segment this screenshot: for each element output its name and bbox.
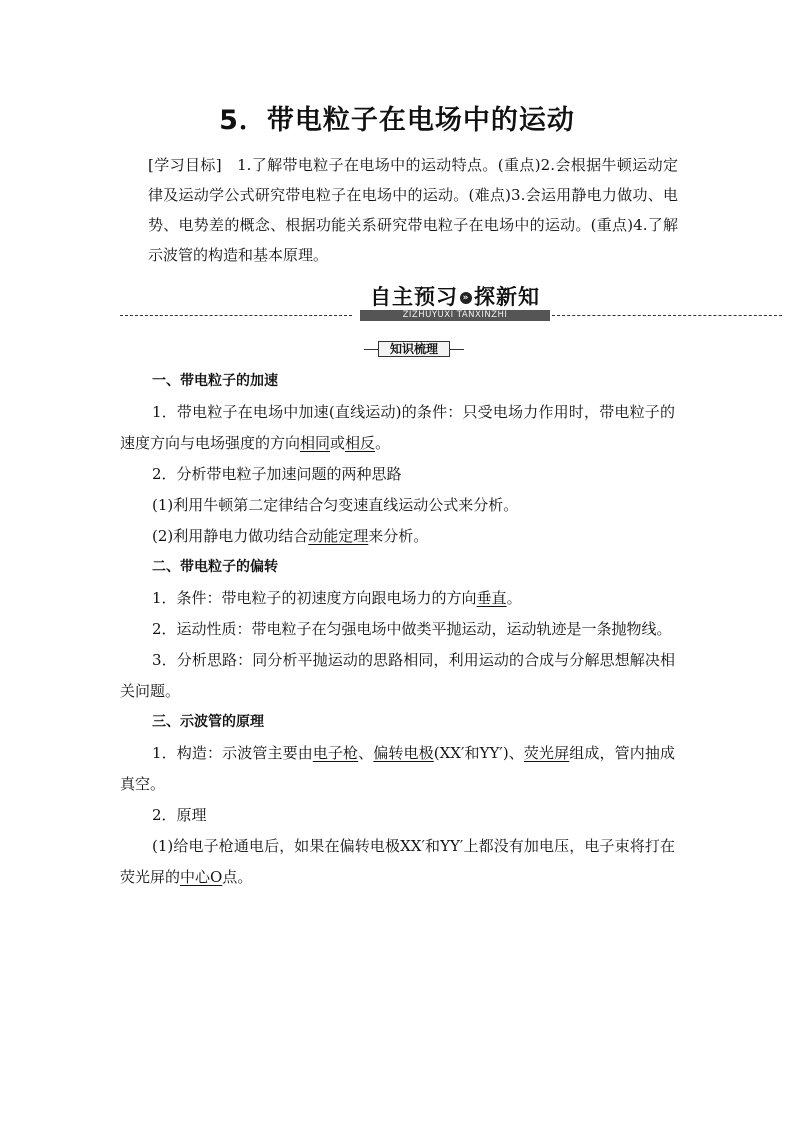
- answer-blank: 相同: [300, 434, 331, 452]
- objectives-text: 1.了解带电粒子在电场中的运动特点。(重点)2.会根据牛顿运动定律及运动学公式研究带电粒子在电场中的运动。(难点)3.会运用静电力做功、电势、电势差的概念、根据功能关系研究带电粒子在电场中的运动。(重点)4.了解示波管的构造和基本原理。: [148, 156, 678, 264]
- text-span: (1)给电子枪通电后，如果在偏转电极XX′和YY′上都没有加电压，电子束将打在荧光屏的: [120, 837, 675, 886]
- paragraph: [120, 397, 675, 459]
- answer-blank: 垂直: [476, 589, 507, 607]
- main-content: [120, 366, 675, 893]
- answer-blank: 相反: [345, 434, 376, 452]
- text-span: 点。: [222, 868, 253, 886]
- text-span: 。: [375, 434, 391, 452]
- section-heading-deflection: 二、带电粒子的偏转: [152, 559, 278, 575]
- text-span: (XX′和YY′)、: [433, 744, 524, 762]
- paragraph: 3．分析思路：同分析平抛运动的思路相同，利用运动的合成与分解思想解决相关问题。: [120, 651, 675, 700]
- tag-line-left: [364, 349, 378, 350]
- answer-blank: 动能定理: [308, 527, 369, 545]
- answer-blank: 荧光屏: [523, 744, 570, 762]
- banner-left-text: 自主预习: [370, 285, 458, 309]
- arrow-icon: »: [460, 292, 472, 304]
- answer-blank: 中心O: [180, 868, 223, 886]
- text-span: 组成，管内抽成真空。: [120, 744, 675, 793]
- text-span: 1．带电粒子在电场中加速(直线运动)的条件：只受电场力作用时，带电粒子的速度方向与电场强度的方向: [120, 403, 675, 452]
- objectives-label: [学习目标]: [148, 156, 222, 174]
- banner-right-text: 探新知: [474, 285, 540, 309]
- banner-pinyin: ZIZHUYUXI TANXINZHI: [360, 310, 550, 321]
- answer-blank: 偏转电极: [373, 744, 434, 762]
- paragraph: 2．分析带电粒子加速问题的两种思路: [152, 465, 402, 483]
- page-title: 5．带电粒子在电场中的运动: [219, 105, 575, 136]
- paragraph: 2．运动性质：带电粒子在匀强电场中做类平抛运动，运动轨迹是一条抛物线。: [152, 620, 672, 638]
- text-span: 。: [506, 589, 522, 607]
- text-span: 或: [330, 434, 346, 452]
- text-span: 1．条件：带电粒子的初速度方向跟电场力的方向: [152, 589, 477, 607]
- paragraph: [120, 521, 675, 552]
- banner-divider-left: [120, 315, 352, 316]
- tag-line-right: [450, 349, 464, 350]
- banner-box: [360, 284, 550, 320]
- section-banner: [120, 284, 782, 328]
- tag-label: 知识梳理: [378, 341, 450, 357]
- answer-blank: 电子枪: [312, 744, 359, 762]
- section-heading-oscilloscope: 三、示波管的原理: [152, 714, 264, 730]
- paragraph: (1)利用牛顿第二定律结合匀变速直线运动公式来分析。: [152, 496, 519, 514]
- paragraph: 2．原理: [152, 806, 207, 824]
- paragraph: [120, 831, 675, 893]
- banner-divider-right: [552, 315, 782, 316]
- banner-heading: [360, 284, 550, 310]
- text-span: 1．构造：示波管主要由: [152, 744, 313, 762]
- text-span: 、: [358, 744, 374, 762]
- paragraph: [120, 583, 675, 614]
- text-span: 来分析。: [368, 527, 429, 545]
- text-span: (2)利用静电力做功结合: [152, 527, 309, 545]
- section-heading-acceleration: 一、带电粒子的加速: [152, 373, 278, 389]
- knowledge-tag: [364, 341, 464, 357]
- learning-objectives: [148, 150, 678, 270]
- paragraph: [120, 738, 675, 800]
